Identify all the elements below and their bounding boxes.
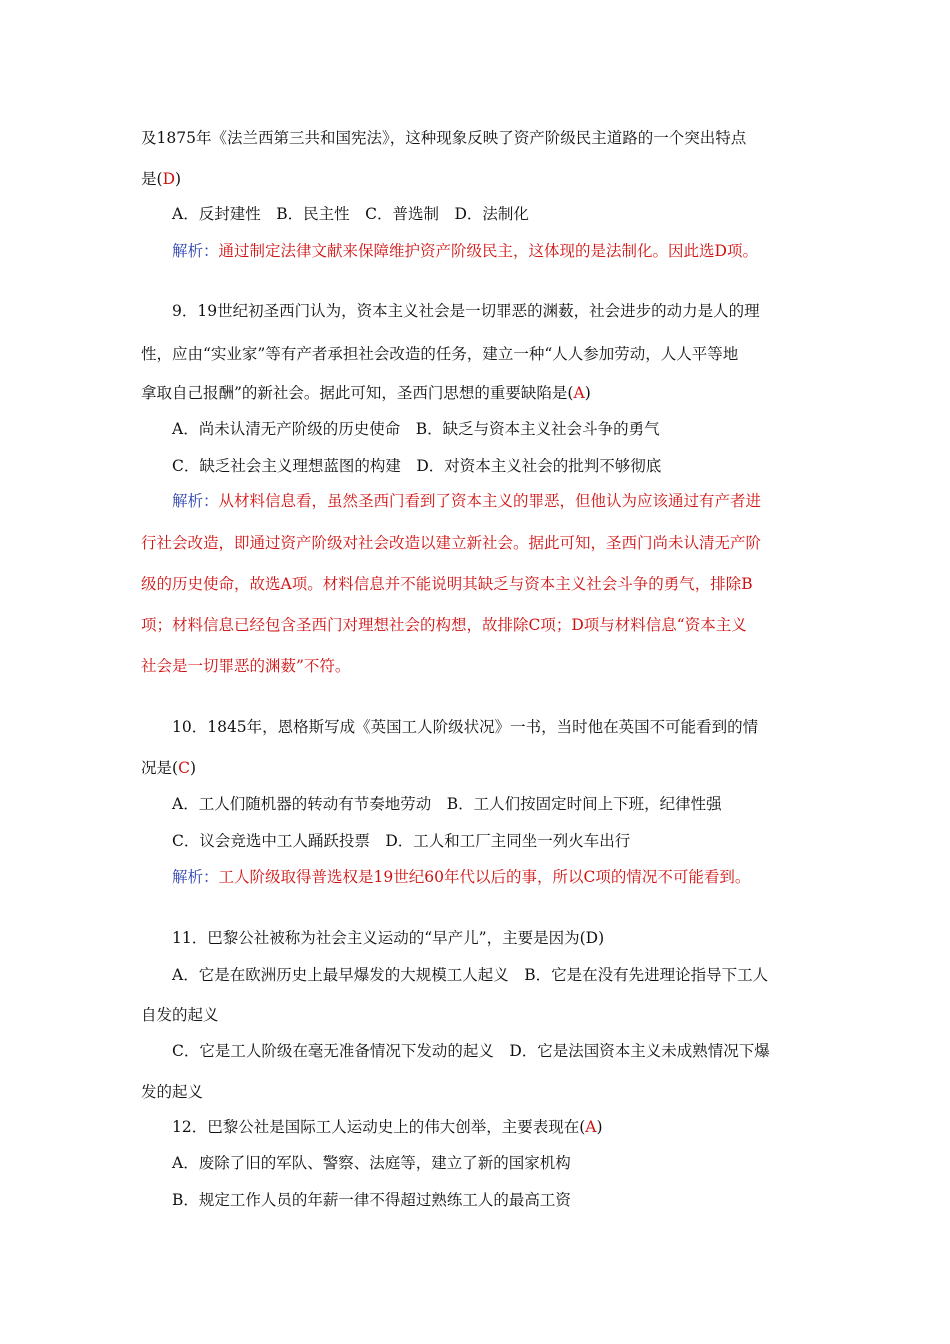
q11-options-ab-line2: 自发的起义 [141,1006,219,1024]
q8-stem-line1: 及1875年《法兰西第三共和国宪法》，这种现象反映了资产阶级民主道路的一个突出特点 [141,129,747,147]
q12-stem: 12．巴黎公社是国际工人运动史上的伟大创举，主要表现在(A) [172,1118,603,1136]
q9-options-cd: C．缺乏社会主义理想蓝图的构建 D．对资本主义社会的批判不够彻底 [172,457,662,475]
q11-options-cd-line1: C．它是工人阶级在毫无准备情况下发动的起义 D．它是法国资本主义未成熟情况下爆 [172,1042,770,1060]
q8-stem-line2: 是(D) [141,170,182,188]
q9-analysis-line5: 社会是一切罪恶的渊薮”不符。 [141,657,351,675]
q9-analysis-line3: 级的历史使命，故选A项。材料信息并不能说明其缺乏与资本主义社会斗争的勇气，排除B [141,575,753,593]
q11-stem: 11．巴黎公社被称为社会主义运动的“早产儿”，主要是因为(D) [172,929,605,947]
q10-stem-line1: 10．1845年，恩格斯写成《英国工人阶级状况》一书，当时他在英国不可能看到的情 [172,718,759,736]
q9-options-ab: A．尚未认清无产阶级的历史使命 B．缺乏与资本主义社会斗争的勇气 [172,420,660,438]
q9-stem-line1: 9．19世纪初圣西门认为，资本主义社会是一切罪恶的渊薮，社会进步的动力是人的理 [172,302,760,320]
q10-answer: C [178,759,190,777]
q8-options: A．反封建性 B．民主性 C．普选制 D．法制化 [172,205,529,223]
q9-stem-line3: 拿取自己报酬”的新社会。据此可知，圣西门思想的重要缺陷是(A) [141,384,591,402]
q10-options-cd: C．议会竞选中工人踊跃投票 D．工人和工厂主同坐一列火车出行 [172,832,631,850]
q9-answer: A [573,384,585,402]
analysis-label: 解析： [172,242,219,260]
q11-options-ab-line1: A．它是在欧洲历史上最早爆发的大规模工人起义 B．它是在没有先进理论指导下工人 [172,966,769,984]
analysis-label: 解析： [172,492,219,510]
q12-option-a: A．废除了旧的军队、警察、法庭等，建立了新的国家机构 [172,1154,571,1172]
q11-options-cd-line2: 发的起义 [141,1083,204,1101]
q12-option-b: B．规定工作人员的年薪一律不得超过熟练工人的最高工资 [172,1191,571,1209]
q10-stem-line2: 况是(C) [141,759,196,777]
q11-answer: D [585,929,599,947]
q10-analysis: 解析：工人阶级取得普选权是19世纪60年代以后的事，所以C项的情况不可能看到。 [172,868,751,886]
q9-analysis-line1: 解析：从材料信息看，虽然圣西门看到了资本主义的罪恶，但他认为应该通过有产者进 [172,492,762,510]
q8-analysis: 解析：通过制定法律文献来保障维护资产阶级民主，这体现的是法制化。因此选D项。 [172,242,758,260]
q8-answer: D [162,170,175,188]
q12-answer: A [585,1118,597,1136]
q9-analysis-line4: 项；材料信息已经包含圣西门对理想社会的构想，故排除C项；D项与材料信息“资本主义 [141,616,747,634]
q10-options-ab: A．工人们随机器的转动有节奏地劳动 B．工人们按固定时间上下班，纪律性强 [172,795,722,813]
q9-stem-line2: 性，应由“实业家”等有产者承担社会改造的任务，建立一种“人人参加劳动，人人平等地 [141,345,739,363]
analysis-label: 解析： [172,868,219,886]
q9-analysis-line2: 行社会改造，即通过资产阶级对社会改造以建立新社会。据此可知，圣西门尚未认清无产阶 [141,534,762,552]
